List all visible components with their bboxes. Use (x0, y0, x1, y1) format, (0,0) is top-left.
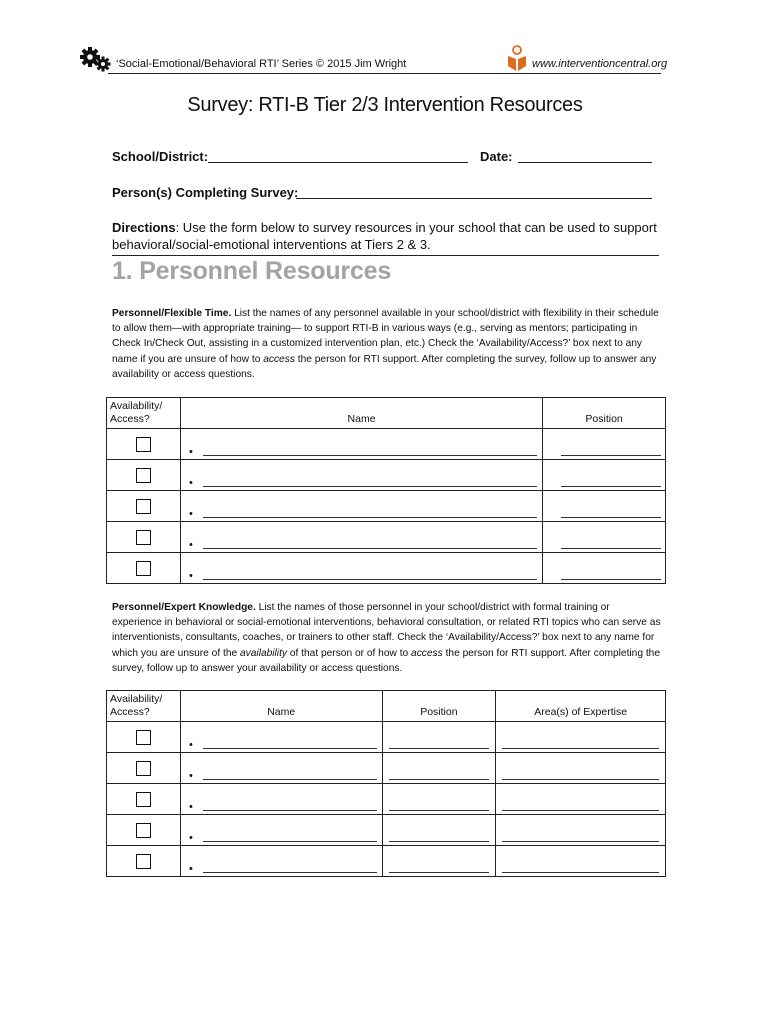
position-cell (382, 846, 496, 877)
availability-cell (107, 553, 181, 584)
expert-knowledge-text-end: the person for RTI support. After completing the survey, follow up to answer your availability or access questions. (112, 647, 661, 674)
directions-body: : Use the form below to survey resources in your school that can be used to support behavioral/social-emotional interventions at Tiers 2 & 3. (112, 220, 657, 252)
directions-divider (112, 255, 659, 256)
persons-completing-field[interactable] (296, 198, 652, 199)
table-row (107, 553, 666, 584)
name-field[interactable] (203, 810, 377, 811)
bullet: • (188, 770, 193, 782)
name-cell (180, 815, 382, 846)
expert-knowledge-emphasis-availability: availability (240, 647, 287, 659)
expertise-field[interactable] (502, 779, 659, 780)
expertise-cell (496, 815, 666, 846)
availability-cell (107, 491, 181, 522)
position-cell (382, 784, 496, 815)
bullet: • (188, 570, 193, 582)
column-header-name: Name (180, 398, 542, 429)
bullet: • (188, 508, 193, 520)
expert-knowledge-text-mid: of that person or of how to (287, 647, 412, 659)
name-field[interactable] (203, 455, 537, 456)
availability-checkbox[interactable] (136, 792, 151, 807)
availability-checkbox[interactable] (136, 854, 151, 869)
position-cell (382, 815, 496, 846)
expertise-field[interactable] (502, 841, 659, 842)
expert-knowledge-emphasis-access: access (411, 647, 443, 659)
bullet: • (188, 477, 193, 489)
column-header-availability: Availability/ Access? (107, 398, 181, 429)
section-heading-personnel-resources: 1. Personnel Resources (112, 257, 392, 285)
position-field[interactable] (389, 779, 490, 780)
position-field[interactable] (561, 579, 661, 580)
table-row (107, 491, 666, 522)
availability-cell (107, 429, 181, 460)
column-header-expertise: Area(s) of Expertise (496, 691, 666, 722)
page-title: Survey: RTI-B Tier 2/3 Intervention Resources (187, 94, 583, 116)
position-field[interactable] (561, 455, 661, 456)
availability-cell (107, 460, 181, 491)
position-field[interactable] (561, 548, 661, 549)
column-header-position: Position (382, 691, 496, 722)
name-field[interactable] (203, 548, 537, 549)
expertise-cell (496, 753, 666, 784)
position-cell (543, 553, 666, 584)
table-row (107, 429, 666, 460)
date-field[interactable] (518, 162, 652, 163)
availability-cell (107, 722, 181, 753)
flexible-time-text: List the names of any personnel available in your school/district with flexibility in their schedule to allow them—with appropriate training— to support RTI-B in various ways (e.g., serving as mentors; participating in Check In/Check Out, assisting in a customized intervention plan, etc.) Check the ‘Availability/Access?’ box next to any name if you are unsure of how to (112, 308, 659, 365)
availability-checkbox[interactable] (136, 823, 151, 838)
position-cell (382, 753, 496, 784)
availability-checkbox[interactable] (136, 561, 151, 576)
header-divider (108, 73, 661, 74)
name-field[interactable] (203, 872, 377, 873)
name-field[interactable] (203, 486, 537, 487)
header-website[interactable]: www.interventioncentral.org (532, 58, 668, 70)
name-field[interactable] (203, 579, 537, 580)
school-district-field[interactable] (208, 162, 468, 163)
availability-cell (107, 753, 181, 784)
position-cell (543, 522, 666, 553)
position-field[interactable] (389, 872, 490, 873)
table-row (107, 753, 666, 784)
flexible-time-emphasis: access (263, 353, 295, 365)
column-header-position: Position (543, 398, 666, 429)
name-cell (180, 784, 382, 815)
expertise-cell (496, 784, 666, 815)
persons-completing-label: Person(s) Completing Survey: (112, 185, 299, 200)
expertise-field[interactable] (502, 748, 659, 749)
expert-knowledge-paragraph (112, 600, 662, 676)
availability-cell (107, 784, 181, 815)
date-label: Date: (480, 149, 513, 164)
position-field[interactable] (561, 486, 661, 487)
bullet: • (188, 832, 193, 844)
flexible-time-paragraph (112, 306, 662, 382)
bullet: • (188, 801, 193, 813)
table-row (107, 522, 666, 553)
table-row (107, 846, 666, 877)
name-cell (180, 522, 542, 553)
table-row (107, 815, 666, 846)
position-cell (382, 722, 496, 753)
name-field[interactable] (203, 748, 377, 749)
bullet: • (188, 446, 193, 458)
gears-icon (80, 44, 112, 74)
interventioncentral-logo-icon (506, 44, 528, 72)
name-cell (180, 460, 542, 491)
availability-checkbox[interactable] (136, 499, 151, 514)
name-cell (180, 553, 542, 584)
column-header-availability: Availability/ Access? (107, 691, 181, 722)
table-row (107, 460, 666, 491)
bullet: • (188, 863, 193, 875)
availability-cell (107, 846, 181, 877)
school-district-label: School/District: (112, 149, 209, 164)
position-cell (543, 460, 666, 491)
bullet: • (188, 739, 193, 751)
bullet: • (188, 539, 193, 551)
availability-checkbox[interactable] (136, 761, 151, 776)
name-field[interactable] (203, 841, 377, 842)
expertise-field[interactable] (502, 810, 659, 811)
expert-knowledge-label: Personnel/Expert Knowledge. (112, 602, 256, 613)
expert-knowledge-text: List the names of those personnel in your school/district with formal training or experience in behavioral or social-emotional interventions, behavioral consultation, or related RTI topics who can serve as interventionists, consultants, coaches, or trainers to other staff. Check the ‘Availability/Access?’ box next to any name for which you are unsure of the (112, 602, 661, 659)
directions-label: Directions (112, 220, 176, 235)
name-cell (180, 722, 382, 753)
flexible-time-table (106, 397, 666, 584)
expertise-cell (496, 846, 666, 877)
expert-knowledge-table (106, 690, 666, 877)
table-row (107, 784, 666, 815)
table-row (107, 722, 666, 753)
availability-cell (107, 815, 181, 846)
name-cell (180, 429, 542, 460)
position-field[interactable] (389, 748, 490, 749)
name-cell (180, 753, 382, 784)
position-field[interactable] (389, 841, 490, 842)
name-field[interactable] (203, 517, 537, 518)
name-cell (180, 846, 382, 877)
availability-checkbox[interactable] (136, 530, 151, 545)
position-field[interactable] (389, 810, 490, 811)
column-header-name: Name (180, 691, 382, 722)
expertise-cell (496, 722, 666, 753)
position-field[interactable] (561, 517, 661, 518)
name-field[interactable] (203, 779, 377, 780)
availability-checkbox[interactable] (136, 437, 151, 452)
position-cell (543, 429, 666, 460)
flexible-time-label: Personnel/Flexible Time. (112, 308, 232, 319)
availability-checkbox[interactable] (136, 468, 151, 483)
availability-checkbox[interactable] (136, 730, 151, 745)
position-cell (543, 491, 666, 522)
availability-cell (107, 522, 181, 553)
flexible-time-text-end: the person for RTI support. After completing the survey, follow up to answer any availability or access questions. (112, 353, 657, 380)
name-cell (180, 491, 542, 522)
header-series-text: ‘Social-Emotional/Behavioral RTI’ Series © 2015 Jim Wright (116, 58, 407, 70)
expertise-field[interactable] (502, 872, 659, 873)
directions-text (112, 219, 662, 253)
